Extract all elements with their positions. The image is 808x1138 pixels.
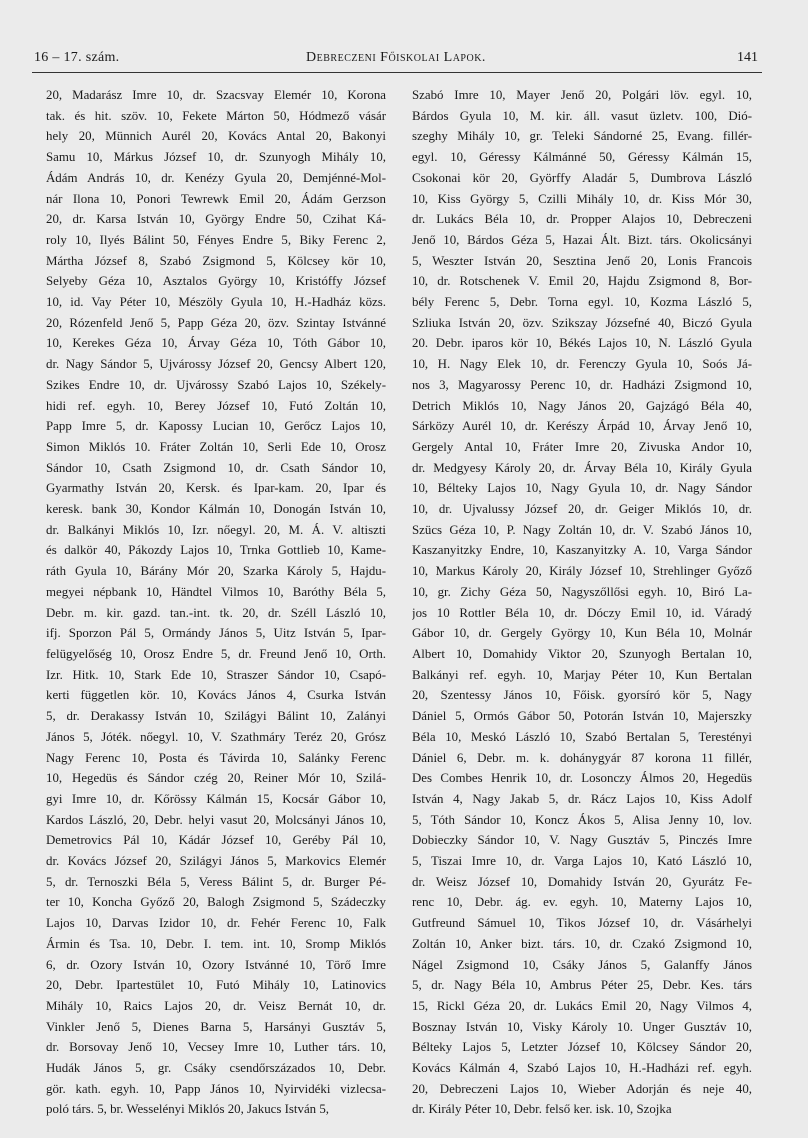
text-line: Bosznay István 10, Visky Károly 10. Unger Gusztáv 10,: [412, 1019, 752, 1034]
page-header: [34, 50, 758, 70]
text-line: Jenő 10, Bárdos Géza 5, Hazai Ált. Bizt. társ. Okolicsányi: [412, 232, 752, 247]
text-line: Sándor 10, Csath Zsigmond 10, dr. Csath Sándor 10,: [46, 460, 386, 475]
text-line: ter 10, Koncha Győző 20, Balogh Zsigmond 5, Szádeczky: [46, 895, 386, 910]
text-line: Nágel Zsigmond 10, Csáky János 5, Galanffy János: [412, 957, 752, 972]
text-line: 20, Rózenfeld Jenő 5, Papp Géza 20, özv. Szintay Istvánné: [46, 315, 386, 330]
text-line: Nagy Ferenc 10, Posta és Távirda 10, Salánky Ferenc: [46, 750, 386, 765]
text-line: 10, id. Vay Péter 10, Mészöly Gyula 10, H.-Hadház közs.: [46, 295, 386, 310]
text-line: dr. Medgyesy Károly 20, dr. Árvay Béla 10, Király Gyula: [412, 460, 752, 475]
text-line: kerti független kör. 10, Kovács János 4, Csurka István: [46, 688, 386, 703]
text-line: Papp Imre 5, dr. Kapossy Lucian 10, Gerőcz Lajos 10,: [46, 419, 386, 434]
text-line: poló társ. 5, br. Wesselényi Miklós 20, Jakucs István 5,: [46, 1102, 330, 1117]
text-line: Bárdos Gyula 10, M. kir. áll. vasut üzletv. 100, Dió-: [412, 108, 752, 123]
text-line: 5, dr. Derakassy István 10, Szilágyi Bálint 10, Zalányi: [46, 709, 386, 724]
text-line: Albert 10, Domahidy Viktor 20, Szunyogh Bertalan 10,: [412, 646, 752, 661]
issue-number: 16 – 17. szám.: [34, 50, 120, 65]
text-line: renc 10, Debr. ág. ev. egyh. 10, Materny Lajos 10,: [412, 895, 752, 910]
text-line: Ádám András 10, dr. Kenézy Gyula 20, Demjénné-Mol-: [46, 170, 386, 185]
text-line: Kardos László, 20, Debr. helyi vasut 20, Molcsányi János 10,: [46, 812, 386, 827]
text-line: jos 10 Rottler Béla 10, dr. Dóczy Emil 10, id. Váradý: [412, 605, 752, 620]
text-line: 10, Bélteky Lajos 10, Nagy Gyula 10, dr. Nagy Sándor: [412, 481, 752, 496]
text-line: hely 20, Münnich Aurél 20, Kovács Antal 20, Bakonyi: [46, 129, 386, 144]
text-line: István 4, Nagy Jakab 5, dr. Rácz Lajos 10, Kiss Adolf: [412, 791, 752, 806]
text-line: Szikes Endre 10, dr. Ujvárossy Szabó Lajos 10, Székely-: [46, 377, 386, 392]
text-line: 20, dr. Karsa István 10, György Endre 50, Czihat Ká-: [46, 212, 386, 227]
text-line: Samu 10, Márkus József 10, dr. Szunyogh Mihály 10,: [46, 150, 386, 165]
text-line: Dániel 6, Debr. m. k. dohánygyár 87 korona 11 fillér,: [412, 750, 752, 765]
text-line: Gábor 10, dr. Gergely György 10, Kun Béla 10, Molnár: [412, 626, 752, 641]
text-line: gyi Imre 10, dr. Kőrössy Kálmán 15, Kocsár Gábor 10,: [46, 791, 386, 806]
text-line: Debr. m. kir. gazd. tan.-int. tk. 20, dr. Széll László 10,: [46, 605, 386, 620]
text-line: keresk. bank 30, Kondor Kálmán 10, Donogán István 10,: [46, 502, 386, 517]
text-line: 10, Kiss György 5, Czilli Mihály 10, dr. Kiss Mór 30,: [412, 191, 752, 206]
text-line: 15, Rickl Géza 20, dr. Lukács Emil 20, Nagy Vilmos 4,: [412, 998, 752, 1013]
right-column: [412, 85, 752, 1120]
text-line: Izr. Hitk. 10, Stark Ede 10, Straszer Sándor 10, Csapó-: [46, 667, 386, 682]
text-line: 5, Weszter István 20, Sesztina Jenő 20, Lonis Francois: [412, 253, 752, 268]
page-number: 141: [737, 50, 758, 65]
text-line: Dobieczky Sándor 10, V. Nagy Gusztáv 5, Pinczés Imre: [412, 833, 752, 848]
text-line: Demetrovics Pál 10, Kádár József 10, Geréby Pál 10,: [46, 833, 386, 848]
text-line: és dalkör 40, Pákozdy Lajos 10, Trnka Gottlieb 10, Kame-: [46, 543, 386, 558]
text-line: 5, Tóth Sándor 10, Koncz Ákos 5, Alisa Jenny 10, lov.: [412, 812, 752, 827]
text-line: 20, Madarász Imre 10, dr. Szacsvay Elemér 10, Korona: [46, 88, 386, 102]
text-line: dr. Borsovay Jenő 10, Vecsey Imre 10, Luther társ. 10,: [46, 1040, 386, 1055]
text-line: 10, gr. Zichy Géza 50, Nagyszőllősi egyh. 10, Biró La-: [412, 584, 752, 599]
text-line: Selyeby Géza 10, Asztalos György 10, Kristóffy József: [46, 274, 386, 289]
text-line: Béla 10, Meskó László 10, Szabó Bertalan 5, Terestényi: [412, 729, 752, 744]
text-line: felügyelőség 10, Orosz Endre 5, dr. Freund Jenő 10, Orth.: [46, 646, 386, 661]
text-line: hidi ref. egyh. 10, Berey József 10, Futó Zoltán 10,: [46, 398, 386, 413]
text-line: gör. kath. egyh. 10, Papp János 10, Nyirvidéki vizlecsa-: [46, 1081, 386, 1096]
text-line: 5, Tiszai Imre 10, dr. Varga Lajos 10, Kató László 10,: [412, 854, 752, 869]
left-column: [46, 85, 386, 1120]
text-line: dr. Kovács József 20, Szilágyi János 5, Markovics Elemér: [46, 854, 386, 869]
text-line: Mártha József 8, Szabó Zsigmond 5, Kölcsey kör 10,: [46, 253, 386, 268]
text-line: megyei népbank 10, Händtel Vilmos 10, Baróthy Béla 5,: [46, 584, 386, 599]
text-line: Vinkler Jenő 5, Dienes Barna 5, Harsányi Gusztáv 5,: [46, 1019, 386, 1034]
text-line: 10, Hegedüs és Sándor czég 20, Reiner Mór 10, Szilá-: [46, 771, 386, 786]
text-line: Dániel 5, Ormós Gábor 50, Potorán István 10, Majerszky: [412, 709, 752, 724]
text-line: János 5, Jóték. nőegyl. 10, V. Szathmáry Teréz 20, Grósz: [46, 729, 386, 744]
text-line: dr. Balkányi Miklós 10, Izr. nőegyl. 20, M. Á. V. altiszti: [46, 522, 386, 537]
text-line: Szücs Géza 10, P. Nagy Zoltán 10, dr. V. Szabó János 10,: [412, 522, 752, 537]
text-line: bély Ferenc 5, Debr. Torna egyl. 10, Kozma László 5,: [412, 295, 752, 310]
text-line: dr. Király Péter 10, Debr. felső ker. isk. 10, Szojka: [412, 1102, 672, 1117]
text-line: nár Ilona 10, Ponori Tewrewk Emil 20, Ádám Gerzson: [46, 191, 386, 206]
text-line: 10, dr. Rotschenek V. Emil 20, Hajdu Zsigmond 8, Bor-: [412, 274, 752, 289]
text-line: 20, Szentessy János 10, Főisk. gyorsíró kör 5, Nagy: [412, 688, 752, 703]
text-line: 10, Kerekes Géza 10, Árvay Géza 10, Tóth Gábor 10,: [46, 336, 386, 351]
text-line: 20. Debr. iparos kör 10, Békés Lajos 10, N. László Gyula: [412, 336, 752, 351]
text-line: roly 10, Ilyés Bálint 50, Fényes Endre 5, Biky Ferenc 2,: [46, 232, 386, 247]
text-line: Zoltán 10, Anker bizt. társ. 10, dr. Czakó Zsigmond 10,: [412, 936, 752, 951]
text-line: 10, dr. Ujvalussy József 20, dr. Geiger Miklós 10, dr.: [412, 502, 752, 517]
text-line: Detrich Miklós 10, Nagy János 20, Gajzágó Béla 40,: [412, 398, 752, 413]
text-line: Kovács Kálmán 4, Szabó Lajos 10, H.-Hadházi ref. egyh.: [412, 1061, 752, 1076]
text-line: 10, H. Nagy Elek 10, dr. Ferenczy Gyula 10, Soós Já-: [412, 357, 752, 372]
text-line: szeghy Mihály 10, gr. Teleki Sándorné 25, Evang. fillér-: [412, 129, 752, 144]
text-line: Sárközy Aurél 10, dr. Kerészy Árpád 10, Árvay Jenő 10,: [412, 419, 752, 434]
text-line: 20, Debr. Ipartestület 10, Futó Mihály 10, Latinovics: [46, 978, 386, 993]
text-line: dr. Nagy Sándor 5, Ujvárossy József 20, Gencsy Albert 120,: [46, 357, 386, 372]
text-line: tak. és hit. szöv. 10, Fekete Márton 50, Hódmező vásár: [46, 108, 386, 123]
text-line: Bélteky Lajos 5, Letzter József 10, Kölcsey Sándor 20,: [412, 1040, 752, 1055]
text-line: Lajos 10, Darvas Izidor 10, dr. Fehér Ferenc 10, Falk: [46, 916, 386, 931]
text-line: Szabó Imre 10, Mayer Jenő 20, Polgári löv. egyl. 10,: [412, 88, 752, 102]
text-line: 5, dr. Nagy Béla 10, Ambrus Péter 25, Debr. Kes. társ: [412, 978, 752, 993]
text-line: Gergely Antal 10, Fráter Imre 20, Zivuska Andor 10,: [412, 439, 752, 454]
text-line: dr. Lukács Béla 10, dr. Propper Alajos 10, Debreczeni: [412, 212, 752, 227]
publication-title: Debreczeni Főiskolai Lapok.: [306, 50, 486, 65]
text-line: egyl. 10, Géressy Kálmánné 50, Géressy Kálmán 15,: [412, 150, 752, 165]
text-line: dr. Weisz József 10, Domahidy István 20, Gyurátz Fe-: [412, 874, 752, 889]
text-line: nos 3, Magyarossy Perenc 10, dr. Hadházi Zsigmond 10,: [412, 377, 752, 392]
text-line: 6, dr. Ozory István 10, Ozory Istvánné 10, Törő Imre: [46, 957, 386, 972]
text-line: Balkányi ref. egyh. 10, Marjay Péter 10, Kun Bertalan: [412, 667, 752, 682]
text-line: 5, dr. Ternoszki Béla 5, Veress Bálint 5, dr. Burger Pé-: [46, 874, 386, 889]
text-line: Des Combes Henrik 10, dr. Losonczy Álmos 20, Hegedüs: [412, 771, 752, 786]
text-line: ráth Gyula 10, Bárány Mór 20, Szarka Károly 5, Hajdu-: [46, 564, 386, 579]
text-line: Kaszanyitzky Endre, 10, Kaszanyitzky A. 10, Varga Sándor: [412, 543, 752, 558]
text-line: Szliuka István 20, özv. Szikszay Józsefné 40, Biczó Gyula: [412, 315, 752, 330]
text-line: Csokonai kör 20, Györffy Aladár 5, Dumbrova László: [412, 170, 752, 185]
text-line: Gyarmathy István 20, Kersk. és Ipar-kam. 20, Ipar és: [46, 481, 386, 496]
text-line: Mihály 10, Raics Lajos 20, dr. Veisz Bernát 10, dr.: [46, 998, 386, 1013]
text-line: Simon Miklós 10. Fráter Zoltán 10, Serli Ede 10, Orosz: [46, 439, 386, 454]
text-line: 20, Debreczeni Lajos 10, Wieber Adorján és neje 40,: [412, 1081, 752, 1096]
text-line: Hudák János 5, gr. Csáky csendőrszázados 10, Debr.: [46, 1061, 386, 1076]
text-line: 10, Markus Károly 20, Király József 10, Strehlinger Győző: [412, 564, 752, 579]
header-rule: [32, 72, 762, 73]
text-line: ifj. Sporzon Pál 5, Ormándy János 5, Uitz István 5, Ipar-: [46, 626, 386, 641]
text-line: Gutfreund Sámuel 10, Tikos József 10, dr. Vásárhelyi: [412, 916, 752, 931]
text-line: Ármin és Tsa. 10, Debr. I. tem. int. 10, Sromp Miklós: [46, 936, 386, 951]
